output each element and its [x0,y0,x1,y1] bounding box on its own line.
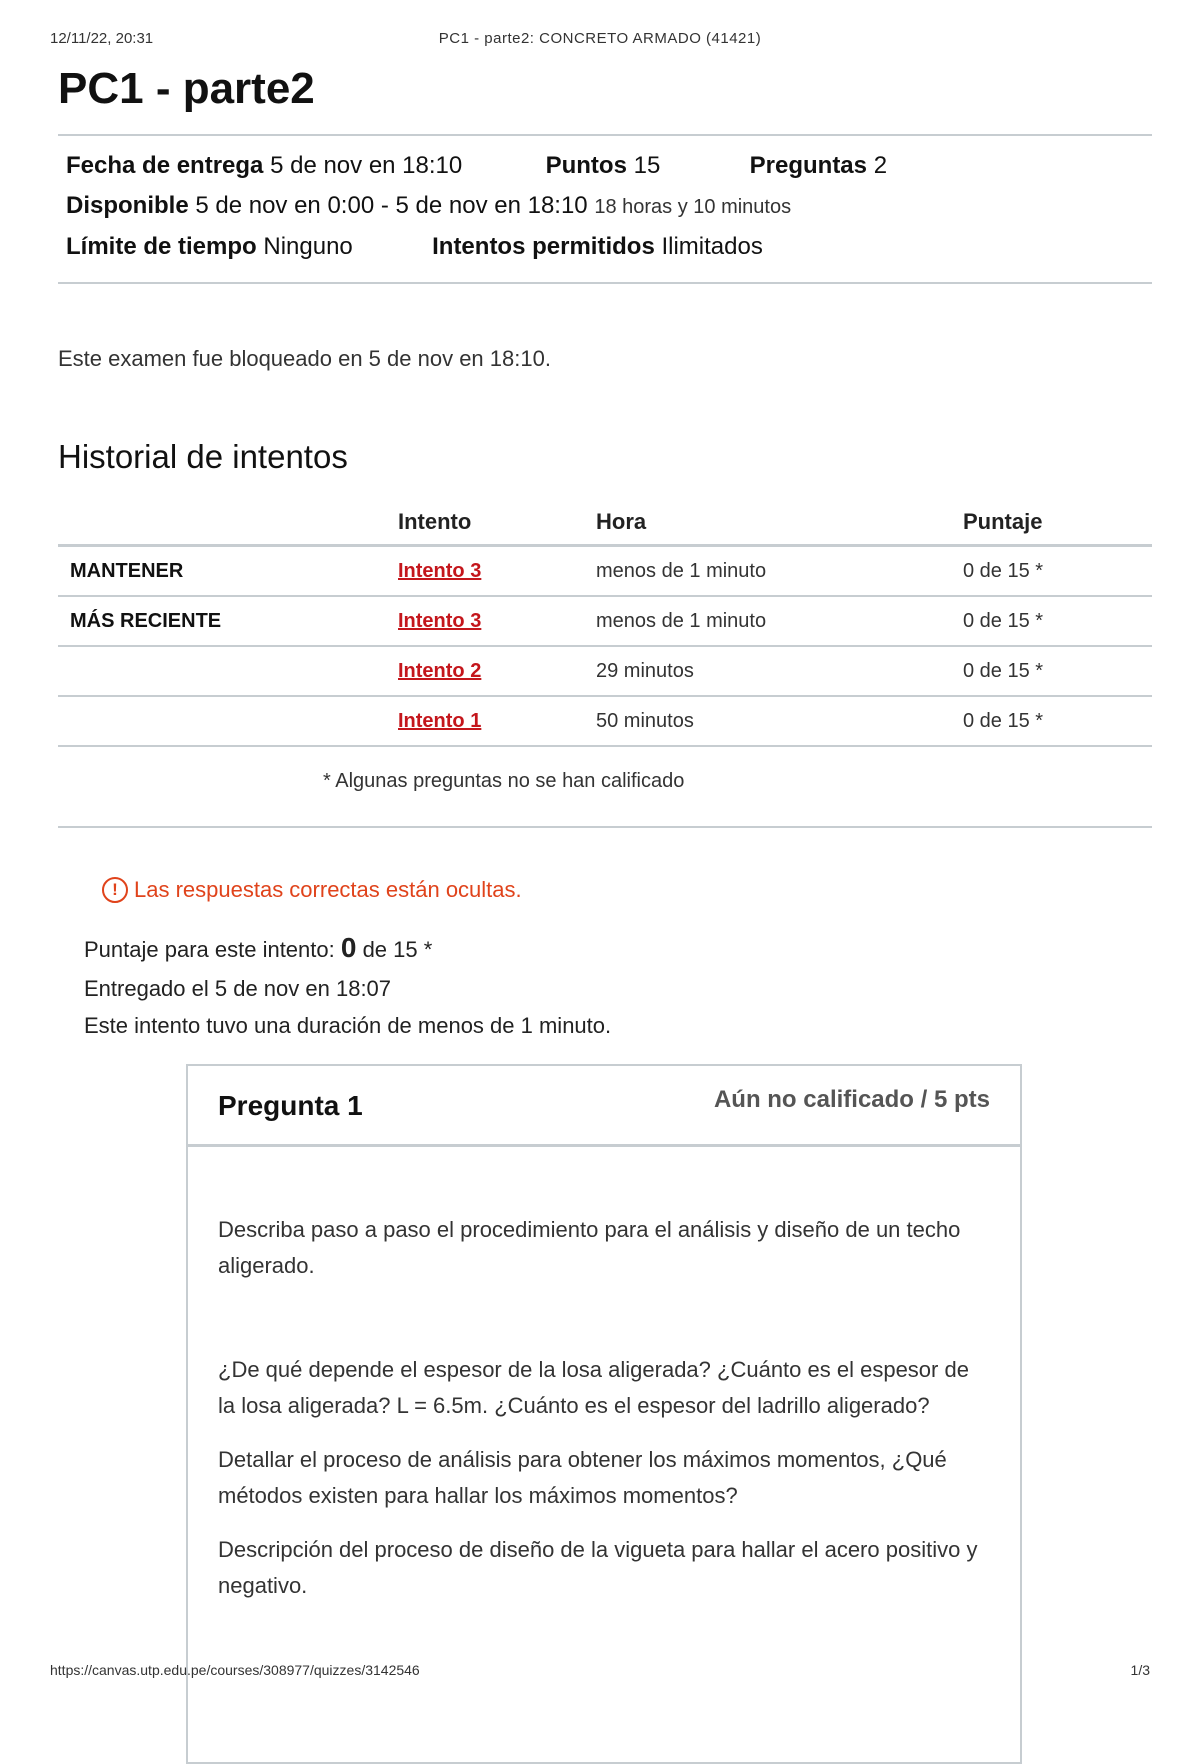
attempt-score: 0 de 15 * [963,646,1152,696]
attempt-score: 0 de 15 * [963,696,1152,746]
attempt-score: 0 de 15 * [963,596,1152,646]
time-limit-value: Ninguno [263,233,353,260]
question-paragraph: ¿De qué depende el espesor de la losa aligerada? ¿Cuánto es el espesor de la losa aligerada? L = 6.5m. ¿Cuánto es el espesor del ladrillo aligerado? [218,1357,969,1418]
questions-label: Preguntas [749,152,868,179]
points-value: 15 [633,152,661,179]
row-label [58,646,398,696]
row-label [58,696,398,746]
column-header-time: Hora [596,500,963,546]
question-header [188,1066,1020,1147]
attempt-link[interactable]: Intento 1 [398,709,482,732]
attempt-link[interactable]: Intento 2 [398,659,482,682]
attempt-link[interactable]: Intento 3 [398,609,482,632]
questions-value: 2 [873,152,888,179]
score-value: 0 [340,932,357,963]
question-paragraph: Descripción del proceso de diseño de la vigueta para hallar el acero positivo y negativo. [218,1537,978,1598]
attempt-link[interactable]: Intento 3 [398,559,482,582]
table-header-row [58,500,1152,546]
column-header-label [58,500,398,546]
question-title: Pregunta 1 [218,1090,363,1121]
divider [58,282,1152,284]
available-value: 5 de nov en 0:00 - 5 de nov en 18:10 [195,192,588,219]
points-label: Puntos [545,152,627,179]
attempt-time: menos de 1 minuto [596,596,963,646]
warning-text: Las respuestas correctas están ocultas. [134,877,522,902]
due-value: 5 de nov en 18:10 [270,152,463,179]
table-row [58,546,1152,597]
print-header [50,30,1150,50]
attempt-time: 29 minutos [596,646,963,696]
attempts-value: Ilimitados [661,233,763,260]
column-header-attempt: Intento [398,500,596,546]
print-datetime: 12/11/22, 20:31 [50,30,154,47]
attempt-history-table [58,500,1152,747]
exclamation-circle-icon: ! [102,877,128,903]
question-body [218,1212,990,1622]
available-label: Disponible [66,192,189,219]
question-points: Aún no calificado / 5 pts [713,1086,990,1113]
divider [58,826,1152,828]
hidden-answers-warning [102,877,522,903]
question-paragraph: Detallar el proceso de análisis para obtener los máximos momentos, ¿Qué métodos existen para hallar los máximos momentos? [218,1447,947,1508]
table-row [58,646,1152,696]
table-row [58,696,1152,746]
attempts-label: Intentos permitidos [432,233,655,260]
divider [58,134,1152,136]
quiz-details-row-3 [66,233,763,261]
page-title: PC1 - parte2 [58,64,315,113]
time-limit-label: Límite de tiempo [66,233,257,260]
attempt-score: 0 de 15 * [963,546,1152,597]
row-label: MÁS RECIENTE [58,596,398,646]
column-header-score: Puntaje [963,500,1152,546]
due-label: Fecha de entrega [66,152,264,179]
table-row [58,596,1152,646]
quiz-details-row-1 [66,152,887,180]
print-doc-title: PC1 - parte2: CONCRETO ARMADO (41421) [438,30,762,47]
page-number: 1/3 [1130,1662,1150,1678]
lock-message: Este examen fue bloqueado en 5 de nov en 18:10. [58,346,551,371]
history-title: Historial de intentos [58,438,348,475]
duration-line: Este intento tuvo una duración de menos de 1 minuto. [84,1013,612,1038]
score-suffix: de 15 * [362,937,433,962]
row-label: MANTENER [58,546,398,597]
available-duration: 18 horas y 10 minutos [594,196,792,218]
attempt-time: 50 minutos [596,696,963,746]
print-url: https://canvas.utp.edu.pe/courses/308977/quizzes/3142546 [50,1662,420,1678]
quiz-details-row-2 [66,192,791,220]
question-card-1 [186,1064,1022,1764]
grading-footnote: * Algunas preguntas no se han calificado [323,770,685,792]
submitted-line: Entregado el 5 de nov en 18:07 [84,976,392,1001]
attempt-score-line [84,932,432,964]
attempt-time: menos de 1 minuto [596,546,963,597]
score-label: Puntaje para este intento: [84,937,335,962]
question-paragraph: Describa paso a paso el procedimiento para el análisis y diseño de un techo aligerado. [218,1217,961,1278]
